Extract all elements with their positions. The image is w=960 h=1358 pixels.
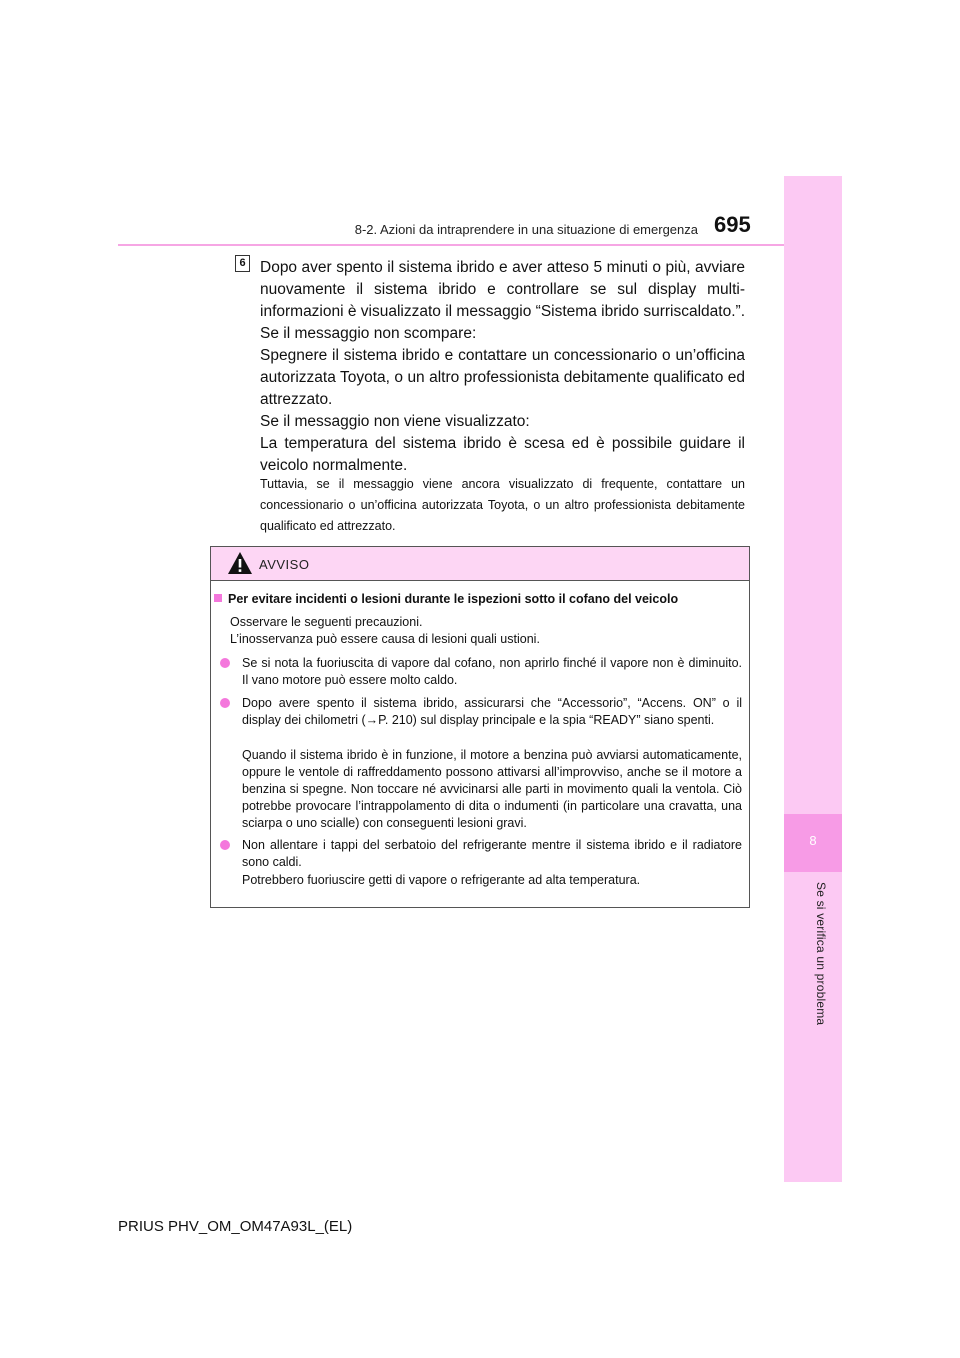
warning-bullet-2 xyxy=(214,695,742,729)
warning-heading-text: Per evitare incidenti o lesioni durante le ispezioni sotto il cofano del veicolo xyxy=(228,592,679,606)
warning-bullet-3 xyxy=(214,837,742,871)
warning-bullet-text: Potrebbero fuoriuscire getti di vapore o refrigerante ad alta temperatura. xyxy=(242,873,641,887)
chapter-side-tab xyxy=(784,176,842,1182)
warning-intro-2: L’inosservanza può essere causa di lesioni quali ustioni. xyxy=(230,632,540,646)
chapter-title: Se si verifica un problema xyxy=(814,882,828,1026)
warning-intro-1: Osservare le seguenti precauzioni. xyxy=(230,615,423,629)
warning-heading xyxy=(214,592,678,606)
step-number-badge: 6 xyxy=(235,255,250,272)
case1-title: Se il messaggio non scompare: xyxy=(260,325,477,342)
warning-bullet-2-continued xyxy=(214,747,742,832)
chapter-number: 8 xyxy=(809,833,817,848)
circle-bullet-icon xyxy=(220,840,230,850)
page-number: 695 xyxy=(714,212,751,237)
square-bullet-icon xyxy=(214,594,222,602)
circle-bullet-icon xyxy=(220,658,230,668)
warning-header xyxy=(211,547,749,581)
warning-label: AVVISO xyxy=(259,557,310,572)
warning-bullet-text: Non allentare i tappi del serbatoio del refrigerante mentre il sistema ibrido e il radiatore sono caldi. xyxy=(242,838,742,869)
circle-bullet-icon xyxy=(220,698,230,708)
header-divider xyxy=(118,244,784,246)
step-note: Tuttavia, se il messaggio viene ancora visualizzato di frequente, contattare un concessionario o un’officina autorizzata Toyota, o un altro professionista debitamente qualificato ed attrezzato. xyxy=(260,477,745,533)
warning-bullet-1 xyxy=(214,655,742,689)
case2-text: La temperatura del sistema ibrido è scesa ed è possibile guidare il veicolo normalmente. xyxy=(260,435,745,474)
section-title: 8-2. Azioni da intraprendere in una situazione di emergenza xyxy=(354,222,698,237)
warning-bullet-text: Se si nota la fuoriuscita di vapore dal cofano, non aprirlo finché il vapore non è diminuito. Il vano motore può essere molto caldo. xyxy=(242,656,742,687)
warning-box xyxy=(210,546,750,908)
case2-title: Se il messaggio non viene visualizzato: xyxy=(260,413,530,430)
warning-triangle-icon xyxy=(227,551,253,575)
warning-bullet-3-continued xyxy=(214,872,742,889)
step-paragraph: Dopo aver spento il sistema ibrido e aver atteso 5 minuti o più, avviare nuovamente il sistema ibrido e controllare se sul display multi-informazioni è visualizzato il messaggio “Sistema ibrido surriscaldato.”. xyxy=(260,259,745,320)
warning-bullet-text: Dopo avere spento il sistema ibrido, assicurarsi che “Accessorio”, “Accens. ON” o il display dei chilometri (→P. 210) sul display principale e la spia “READY” siano spenti. xyxy=(242,696,742,727)
case1-text: Spegnere il sistema ibrido e contattare un concessionario o un’officina autorizzata Toyota, o un altro professionista debitamente qualificato ed attrezzato. xyxy=(260,347,745,408)
document-code: PRIUS PHV_OM_OM47A93L_(EL) xyxy=(118,1218,353,1235)
warning-bullet-text: Quando il sistema ibrido è in funzione, il motore a benzina può avviarsi automaticamente, oppure le ventole di raffreddamento possono attivarsi all’improvviso, anche se il motore a benzina si spegne. Non toccare né avvicinarsi alle parti in movimento quali la ventola. Ciò potrebbe provocare l’intrappolamento di dita o indumenti (in particolare una cravatta, una sciarpa o uno scialle) con conseguenti lesioni gravi. xyxy=(242,748,742,830)
